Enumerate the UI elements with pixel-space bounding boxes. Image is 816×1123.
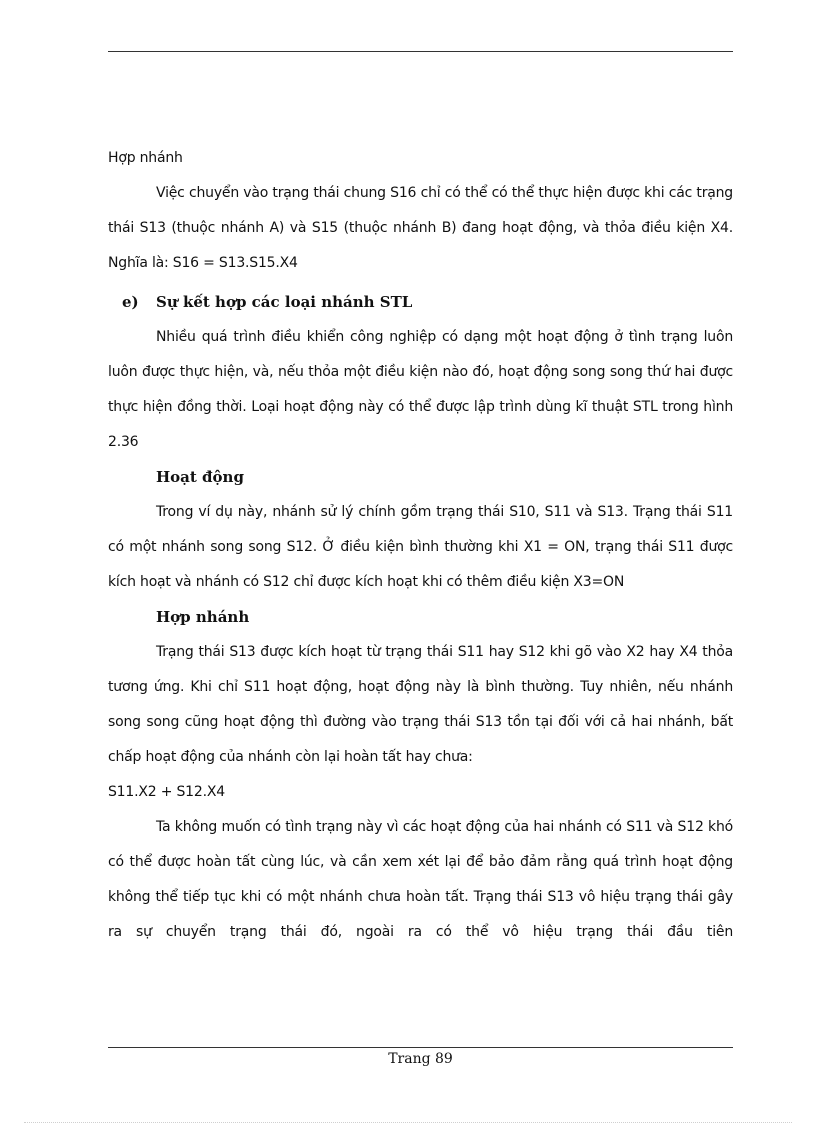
heading-text: Sự kết hợp các loại nhánh STL xyxy=(156,293,413,311)
section-heading-e xyxy=(122,285,733,320)
header-rule xyxy=(108,51,733,52)
paragraph-s16-transition: Việc chuyển vào trạng thái chung S16 chỉ có thể có thể thực hiện được khi các trạng thái S13 (thuộc nhánh A) và S15 (thuộc nhánh B) đang hoạt động, và thỏa điều kiện X4. Nghĩa là: S16 = S13.S15.X4 xyxy=(108,185,733,271)
heading-marker: e) xyxy=(122,293,139,311)
formula-line: S11.X2 + S12.X4 xyxy=(108,784,225,800)
footer-rule xyxy=(108,1047,733,1048)
paragraph-example-branch: Trong ví dụ này, nhánh sử lý chính gồm trạng thái S10, S11 và S13. Trạng thái S11 có một nhánh song song S12. Ở điều kiện bình thường khi X1 = ON, trạng thái S11 được kích hoạt và nhánh có S12 chỉ được kích hoạt khi có thêm điều kiện X3=ON xyxy=(108,504,733,590)
subheading-hoat-dong: Hoạt động xyxy=(156,468,244,486)
paragraph-industrial-processes: Nhiều quá trình điều khiển công nghiệp có dạng một hoạt động ở tình trạng luôn luôn được thực hiện, và, nếu thỏa một điều kiện nào đó, hoạt động song song thứ hai được thực hiện đồng thời. Loại hoạt động này có thể được lập trình dùng kĩ thuật STL trong hình 2.36 xyxy=(108,329,733,450)
document-body xyxy=(108,141,733,950)
page-number: Trang 89 xyxy=(388,1051,453,1067)
paragraph-s13-activation: Trạng thái S13 được kích hoạt từ trạng thái S11 hay S12 khi gõ vào X2 hay X4 thỏa tương ứng. Khi chỉ S11 hoạt động, hoạt động này là bình thường. Tuy nhiên, nếu nhánh song song cũng hoạt động thì đường vào trạng thái S13 tồn tại đối với cả hai nhánh, bất chấp hoạt động của nhánh còn lại hoàn tất hay chưa: xyxy=(108,644,733,765)
paragraph-conclusion: Ta không muốn có tình trạng này vì các hoạt động của hai nhánh có S11 và S12 khó có thể được hoàn tất cùng lúc, và cần xem xét lại để bảo đảm rằng quá trình hoạt động không thể tiếp tục khi có một nhánh chưa hoàn tất. Trạng thái S13 vô hiệu trạng thái gây ra sự chuyển trạng thái đó, ngoài ra có thể vô hiệu trạng thái đầu tiên xyxy=(108,819,733,940)
subheading-hop-nhanh: Hợp nhánh xyxy=(156,608,250,626)
label-hop-nhanh: Hợp nhánh xyxy=(108,150,183,166)
